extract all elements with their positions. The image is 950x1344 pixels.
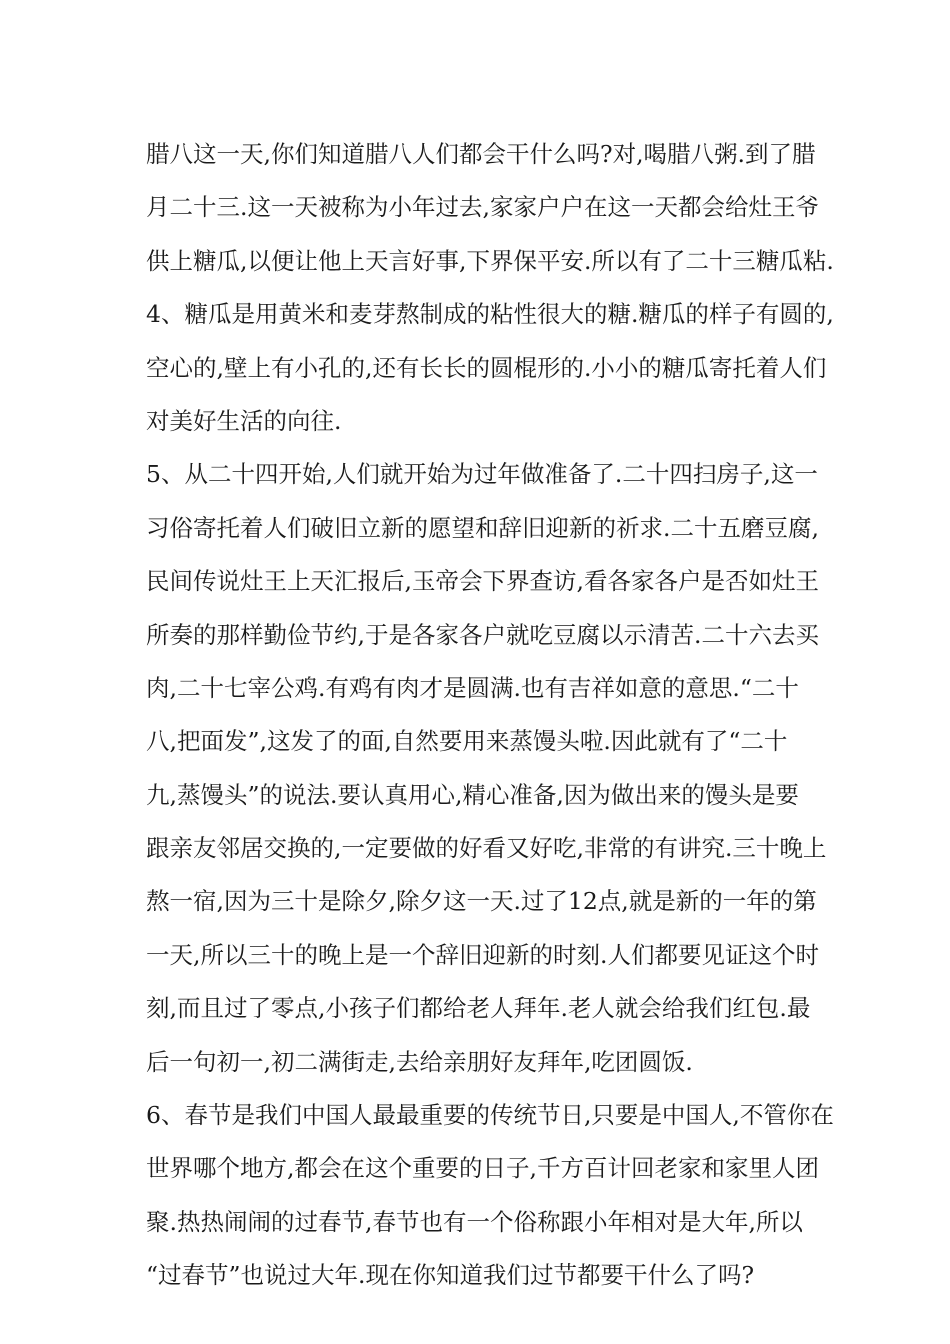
text-line: 后一句初一,初二满街走,去给亲朋好友拜年,吃团圆饭. bbox=[146, 1047, 693, 1076]
text-line: 6、春节是我们中国人最最重要的传统节日,只要是中国人,不管你在 bbox=[146, 1101, 834, 1130]
text-line: 九,蒸馒头”的说法.要认真用心,精心准备,因为做出来的馒头是要 bbox=[146, 780, 799, 809]
text-line: 习俗寄托着人们破旧立新的愿望和辞旧迎新的祈求.二十五磨豆腐, bbox=[146, 513, 819, 542]
text-line: 对美好生活的向往. bbox=[146, 406, 342, 435]
body-text bbox=[146, 128, 834, 1303]
text-line: 空心的,壁上有小孔的,还有长长的圆棍形的.小小的糖瓜寄托着人们 bbox=[146, 353, 827, 382]
text-line: 熬一宿,因为三十是除夕,除夕这一天.过了12点,就是新的一年的第 bbox=[146, 887, 817, 916]
text-line: 肉,二十七宰公鸡.有鸡有肉才是圆满.也有吉祥如意的意思.“二十 bbox=[146, 673, 799, 702]
text-line: 腊八这一天,你们知道腊八人们都会干什么吗?对,喝腊八粥.到了腊 bbox=[146, 140, 816, 168]
text-line: 所奏的那样勤俭节约,于是各家各户就吃豆腐以示清苦.二十六去买 bbox=[146, 620, 819, 649]
text-line: 跟亲友邻居交换的,一定要做的好看又好吃,非常的有讲究.三十晚上 bbox=[146, 834, 827, 863]
text-line: “过春节”也说过大年.现在你知道我们过节都要干什么了吗? bbox=[146, 1261, 755, 1290]
text-line: 刻,而且过了零点,小孩子们都给老人拜年.老人就会给我们红包.最 bbox=[146, 994, 811, 1023]
text-line: 5、从二十四开始,人们就开始为过年做准备了.二十四扫房子,这一 bbox=[146, 460, 818, 489]
text-line: 民间传说灶王上天汇报后,玉帝会下界查访,看各家各户是否如灶王 bbox=[146, 567, 819, 596]
text-line: 4、糖瓜是用黄米和麦芽熬制成的粘性很大的糖.糖瓜的样子有圆的, bbox=[146, 300, 834, 329]
text-line: 月二十三.这一天被称为小年过去,家家户户在这一天都会给灶王爷 bbox=[146, 193, 819, 222]
text-line: 一天,所以三十的晚上是一个辞旧迎新的时刻.人们都要见证这个时 bbox=[146, 940, 819, 969]
text-line: 世界哪个地方,都会在这个重要的日子,千方百计回老家和家里人团 bbox=[146, 1154, 819, 1183]
text-line: 聚.热热闹闹的过春节,春节也有一个俗称跟小年相对是大年,所以 bbox=[146, 1207, 803, 1236]
text-line: 八,把面发”,这发了的面,自然要用来蒸馒头啦.因此就有了“二十 bbox=[146, 727, 788, 756]
text-line: 供上糖瓜,以便让他上天言好事,下界保平安.所以有了二十三糖瓜粘. bbox=[146, 246, 834, 275]
